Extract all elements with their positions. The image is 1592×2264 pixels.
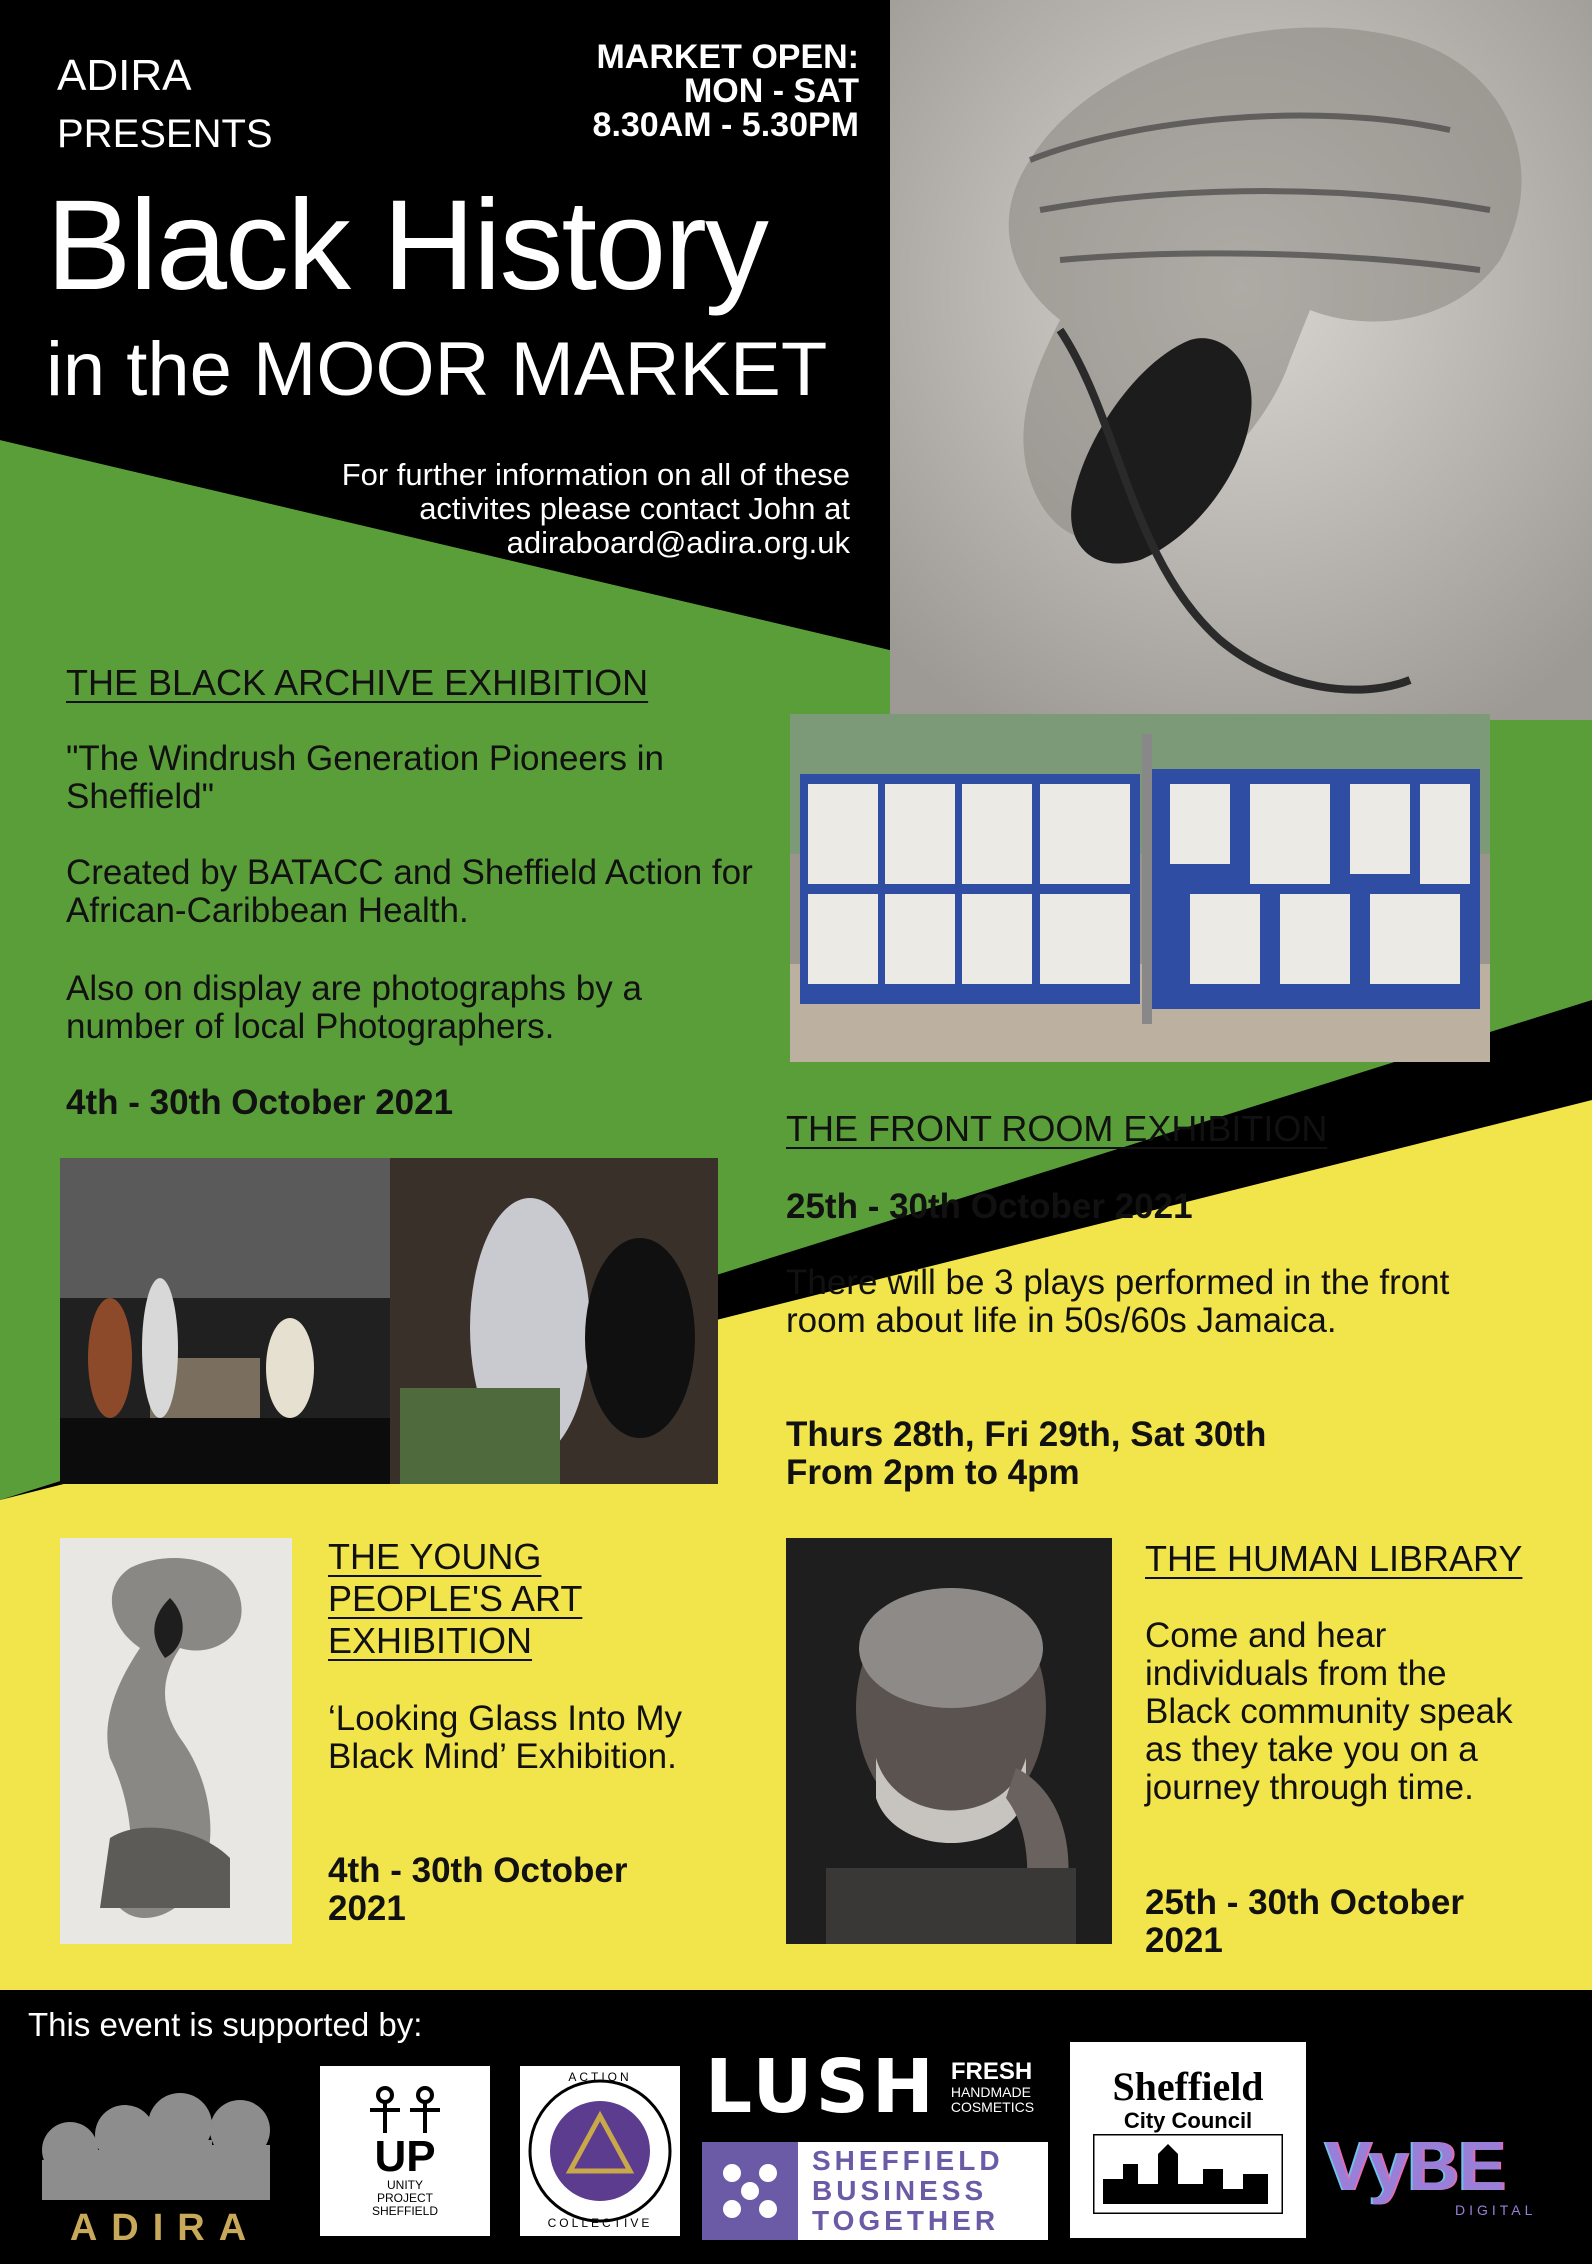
market-times: 8.30AM - 5.30PM bbox=[592, 106, 859, 144]
page-subtitle: in the MOOR MARKET bbox=[46, 327, 828, 412]
archive-text-2: Created by BATACC and Sheffield Action for African-Caribbean Health. bbox=[66, 853, 753, 930]
sheffield-city-council-logo bbox=[1070, 2042, 1306, 2238]
human-library-heading: THE HUMAN LIBRARY bbox=[1145, 1538, 1523, 1579]
young-art-heading-line-3: EXHIBITION bbox=[328, 1620, 533, 1661]
people-icon bbox=[365, 2085, 445, 2135]
archive-text-1: "The Windrush Generation Pioneers in Sheffield" bbox=[66, 739, 665, 816]
young-art-heading bbox=[328, 1536, 582, 1662]
unity-text bbox=[372, 2179, 438, 2218]
action-word: ACTION bbox=[568, 2070, 632, 2084]
young-art-text: ‘Looking Glass Into My Black Mind’ Exhibition. bbox=[328, 1699, 683, 1776]
front-room-times bbox=[786, 1416, 1266, 1492]
lush-handmade: HANDMADE bbox=[950, 2084, 1031, 2100]
contact-info bbox=[342, 458, 850, 560]
adira-logo-text: ADIRA bbox=[69, 2207, 261, 2249]
adira-logo bbox=[30, 2080, 300, 2249]
archive-exhibition-photo bbox=[790, 714, 1490, 1062]
human-library-portrait bbox=[786, 1538, 1112, 1944]
vybe-text: VyBE bbox=[1325, 2127, 1506, 2205]
vybe-digital-logo bbox=[1325, 2127, 1565, 2240]
lush-text: LUSH bbox=[705, 2044, 937, 2130]
human-library-text: Come and hear individuals from the Black community speak as they take you on a journey through time. bbox=[1145, 1616, 1513, 1807]
presents-label: PRESENTS bbox=[57, 112, 273, 156]
front-room-date: 25th - 30th October 2021 bbox=[786, 1187, 1193, 1226]
city-skyline-icon bbox=[1093, 2134, 1283, 2214]
page-title: Black History bbox=[46, 174, 767, 317]
contact-line-2: activites please contact John at bbox=[419, 491, 850, 526]
supported-by-label: This event is supported by: bbox=[28, 2006, 423, 2043]
lush-cosmetics: COSMETICS bbox=[950, 2099, 1035, 2115]
scc-city-council: City Council bbox=[1123, 2108, 1253, 2133]
unity-project-logo bbox=[320, 2066, 490, 2236]
unity-up-text: UP bbox=[374, 2131, 436, 2181]
front-room-text: There will be 3 plays performed in the front room about life in 50s/60s Jamaica. bbox=[786, 1263, 1450, 1340]
young-art-date bbox=[328, 1852, 627, 1928]
unity-word: UNITY bbox=[386, 2177, 423, 2192]
archive-date: 4th - 30th October 2021 bbox=[66, 1083, 454, 1122]
archive-heading: THE BLACK ARCHIVE EXHIBITION bbox=[66, 662, 649, 703]
sbt-line-3: TOGETHER bbox=[812, 2205, 1000, 2236]
front-room-heading: THE FRONT ROOM EXHIBITION bbox=[786, 1108, 1328, 1149]
front-room-days: Thurs 28th, Fri 29th, Sat 30th bbox=[786, 1415, 1267, 1454]
triangle-emblem-icon bbox=[525, 2076, 675, 2226]
lush-logo bbox=[705, 2042, 1050, 2132]
archive-text-3: Also on display are photographs by a number of local Photographers. bbox=[66, 969, 642, 1046]
sbt-text bbox=[812, 2146, 1004, 2236]
lush-side-text bbox=[951, 2059, 1034, 2115]
sheffield-business-together-logo bbox=[702, 2142, 1048, 2240]
sbt-dots-icon bbox=[702, 2142, 798, 2240]
sbt-line-1: SHEFFIELD bbox=[812, 2145, 1004, 2176]
scc-sheffield: Sheffield bbox=[1112, 2064, 1264, 2109]
lush-fresh: FRESH bbox=[950, 2058, 1033, 2085]
human-library-date bbox=[1145, 1884, 1464, 1960]
contact-email[interactable]: adiraboard@adira.org.uk bbox=[506, 525, 850, 560]
sbt-line-2: BUSINESS bbox=[812, 2175, 988, 2206]
market-hours bbox=[593, 40, 859, 142]
action-collective-logo bbox=[520, 2066, 680, 2236]
front-room-play-photo bbox=[60, 1158, 718, 1484]
vybe-digital-text: DIGITAL bbox=[1455, 2202, 1537, 2218]
front-room-hours: From 2pm to 4pm bbox=[786, 1453, 1080, 1492]
young-art-heading-line-1: THE YOUNG bbox=[328, 1536, 542, 1577]
young-art-heading-line-2: PEOPLE'S ART bbox=[328, 1578, 583, 1619]
young-art-date-line-1: 4th - 30th October bbox=[328, 1851, 628, 1890]
young-art-date-line-2: 2021 bbox=[328, 1889, 406, 1928]
young-art-artwork bbox=[60, 1538, 292, 1944]
market-open-label: MARKET OPEN: bbox=[596, 38, 859, 76]
market-days: MON - SAT bbox=[683, 72, 859, 110]
human-library-date-line-1: 25th - 30th October bbox=[1145, 1883, 1464, 1922]
project-word: PROJECT bbox=[376, 2190, 433, 2205]
silhouettes-icon bbox=[30, 2080, 300, 2200]
org-name: ADIRA bbox=[57, 51, 192, 100]
sheffield-word: SHEFFIELD bbox=[371, 2203, 438, 2218]
charcoal-portrait-artwork bbox=[890, 0, 1592, 720]
collective-word: COLLECTIVE bbox=[547, 2216, 653, 2230]
contact-line-1: For further information on all of these bbox=[341, 457, 850, 492]
human-library-date-line-2: 2021 bbox=[1145, 1921, 1223, 1960]
